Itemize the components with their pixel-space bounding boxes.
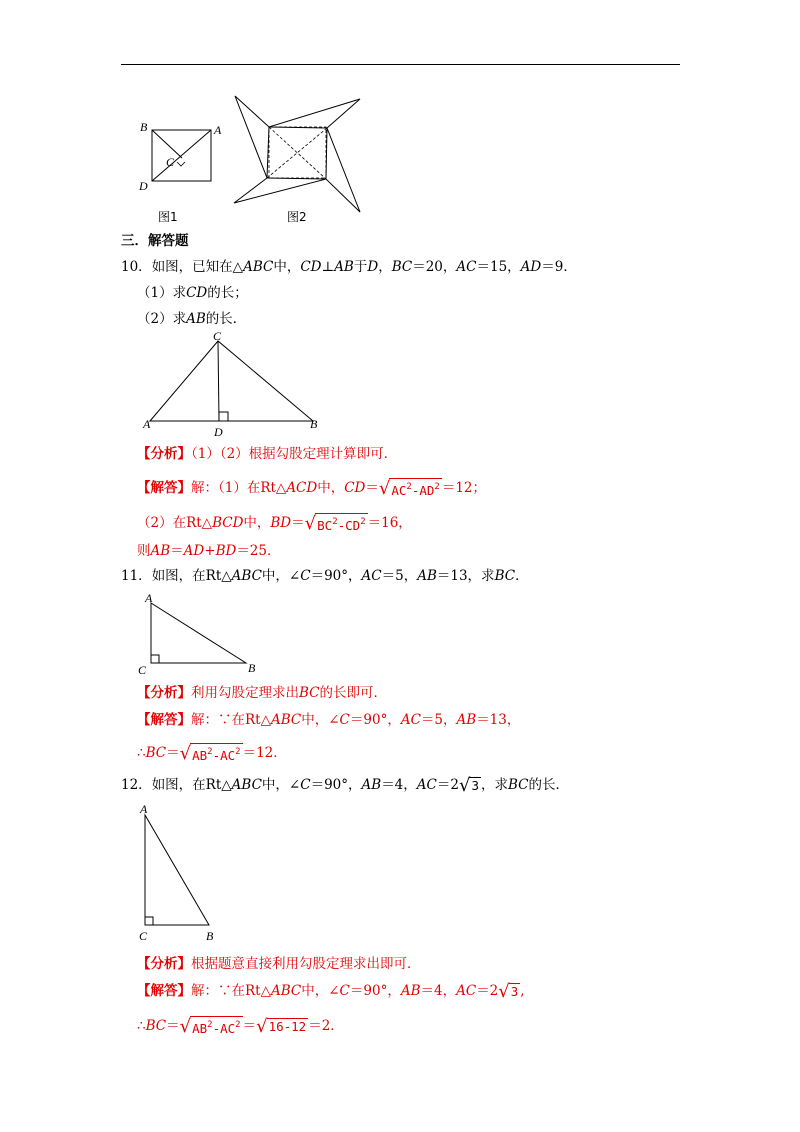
q12-label-c: C — [139, 929, 148, 943]
q10-analysis: 【分析】（1）（2）根据勾股定理计算即可． — [137, 446, 398, 462]
q11-answer-1: 【解答】解：∵在Rt△ABC中，∠C＝90°，AC＝5，AB＝13， — [137, 712, 521, 728]
q11-label-b: B — [248, 661, 256, 675]
figure-2 — [228, 94, 368, 220]
fig1-label-a: A — [214, 123, 222, 137]
q11-label-c: C — [138, 663, 147, 677]
q10-label-b: B — [310, 417, 318, 431]
q12-answer-2: $\therefore BC=√AB^2-AC^2 =√16-12 =2$． — [137, 1015, 344, 1037]
q12-analysis: 【分析】根据题意直接利用勾股定理求出即可． — [137, 956, 421, 972]
q11-analysis: 【分析】利用勾股定理求出BC的长即可． — [137, 685, 388, 701]
fig1-label-d: D — [139, 179, 148, 193]
fig1-label-c: C — [166, 155, 175, 169]
q11-label-a: A — [145, 591, 153, 605]
q12-figure — [132, 798, 232, 952]
q10-label-d: D — [214, 425, 223, 438]
q12-stem: 12．如图，在Rt△ABC中，∠C＝90°，AB＝4，AC＝2√3 ，求BC的长． — [121, 774, 569, 796]
q10-answer-2: （2）在Rt△BCD中，$BD=√BC^2-CD^2 =16$， — [137, 512, 412, 534]
q11-stem: 11．如图，在Rt△ABC中，∠C＝90°，AC＝5，AB＝13，求BC． — [121, 568, 529, 584]
figure-1-caption: 图1 — [158, 210, 178, 224]
fig1-label-b: B — [140, 120, 148, 134]
q10-answer-3: 则AB＝AD+BD＝25． — [137, 543, 281, 559]
q10-label-a: A — [143, 417, 151, 431]
q10-part-2: （2）求AB的长． — [137, 311, 247, 327]
header-rule — [121, 64, 680, 65]
q10-answer-1: 【解答】解：（1）在Rt△ACD中，$CD=√AC^2-AD^2 =12$； — [137, 477, 487, 499]
q10-stem: 10．如图，已知在△ABC中，CD⊥AB于D，BC＝20，AC＝15，AD＝9． — [121, 259, 577, 275]
figure-2-caption: 图2 — [287, 210, 307, 224]
figure-1 — [138, 118, 228, 202]
section-title: 三．解答题 — [121, 233, 189, 249]
q11-answer-2: $\therefore BC=√AB^2-AC^2 =12$． — [137, 742, 287, 764]
q12-label-a: A — [140, 802, 148, 816]
q12-answer-1: 【解答】解：∵在Rt△ABC中，∠C＝90°，AB＝4，AC＝2√3 , — [137, 980, 525, 1002]
q12-label-b: B — [206, 929, 214, 943]
q10-label-c: C — [213, 330, 222, 343]
q10-part-1: （1）求CD的长； — [137, 285, 248, 301]
q10-figure — [140, 330, 330, 442]
q11-figure — [134, 588, 264, 682]
